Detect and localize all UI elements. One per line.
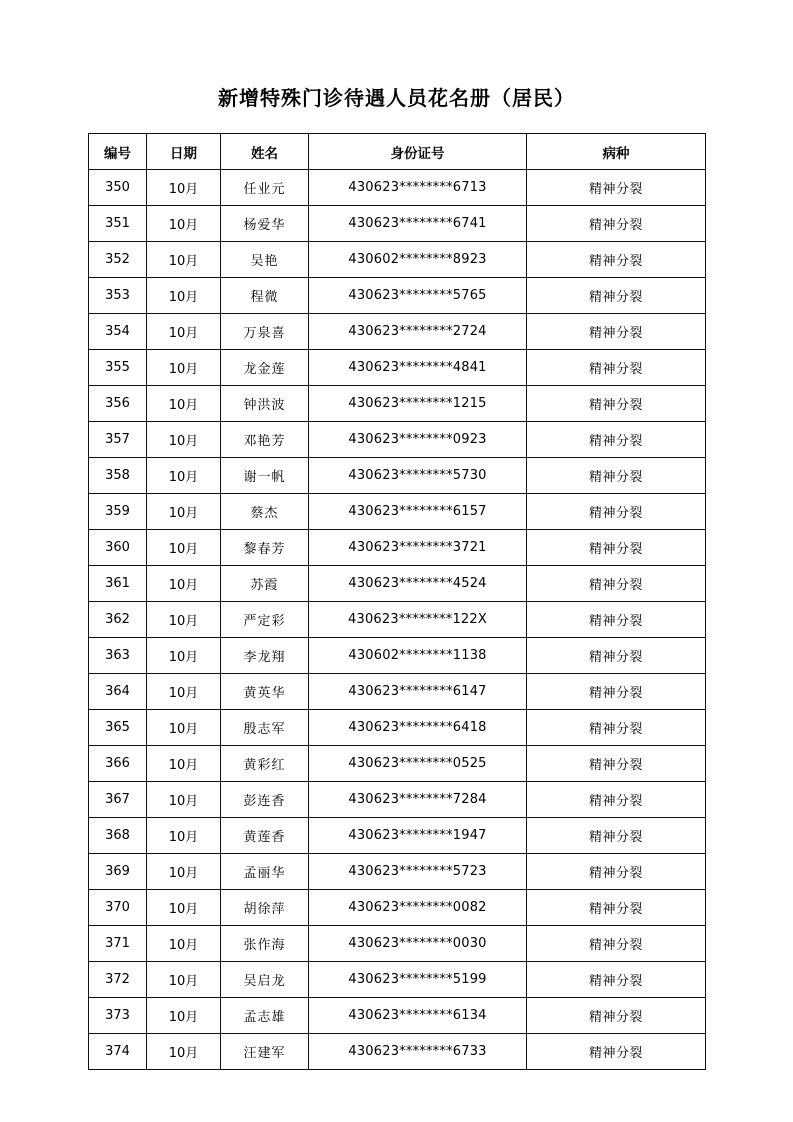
table-row	[89, 926, 706, 962]
cell-date: 10月	[147, 170, 221, 206]
cell-date: 10月	[147, 242, 221, 278]
cell-disease: 精神分裂	[527, 566, 706, 602]
cell-idnumber: 430623********0525	[309, 746, 527, 782]
column-header-idnumber: 身份证号	[309, 134, 527, 170]
cell-name: 杨爱华	[221, 206, 309, 242]
cell-id: 359	[89, 494, 147, 530]
cell-id: 351	[89, 206, 147, 242]
cell-idnumber: 430602********1138	[309, 638, 527, 674]
cell-idnumber: 430623********6418	[309, 710, 527, 746]
cell-disease: 精神分裂	[527, 1034, 706, 1070]
cell-id: 374	[89, 1034, 147, 1070]
table-row	[89, 170, 706, 206]
cell-disease: 精神分裂	[527, 458, 706, 494]
cell-idnumber: 430623********6713	[309, 170, 527, 206]
cell-date: 10月	[147, 458, 221, 494]
cell-date: 10月	[147, 278, 221, 314]
cell-name: 黄莲香	[221, 818, 309, 854]
table-row	[89, 854, 706, 890]
table-row	[89, 998, 706, 1034]
table-row	[89, 422, 706, 458]
cell-name: 万泉喜	[221, 314, 309, 350]
table-row	[89, 674, 706, 710]
cell-idnumber: 430623********6157	[309, 494, 527, 530]
cell-date: 10月	[147, 602, 221, 638]
cell-id: 360	[89, 530, 147, 566]
cell-disease: 精神分裂	[527, 710, 706, 746]
cell-disease: 精神分裂	[527, 818, 706, 854]
cell-date: 10月	[147, 890, 221, 926]
cell-disease: 精神分裂	[527, 350, 706, 386]
cell-date: 10月	[147, 926, 221, 962]
cell-date: 10月	[147, 530, 221, 566]
cell-date: 10月	[147, 638, 221, 674]
cell-disease: 精神分裂	[527, 494, 706, 530]
cell-name: 严定彩	[221, 602, 309, 638]
cell-date: 10月	[147, 998, 221, 1034]
cell-name: 孟丽华	[221, 854, 309, 890]
table-row	[89, 890, 706, 926]
table-row	[89, 782, 706, 818]
cell-date: 10月	[147, 494, 221, 530]
table-row	[89, 1034, 706, 1070]
cell-idnumber: 430602********8923	[309, 242, 527, 278]
cell-name: 胡徐萍	[221, 890, 309, 926]
cell-id: 361	[89, 566, 147, 602]
cell-name: 苏霞	[221, 566, 309, 602]
cell-id: 364	[89, 674, 147, 710]
cell-idnumber: 430623********1215	[309, 386, 527, 422]
cell-id: 371	[89, 926, 147, 962]
cell-id: 355	[89, 350, 147, 386]
cell-disease: 精神分裂	[527, 170, 706, 206]
cell-idnumber: 430623********6134	[309, 998, 527, 1034]
table-row	[89, 386, 706, 422]
cell-id: 363	[89, 638, 147, 674]
cell-id: 354	[89, 314, 147, 350]
cell-disease: 精神分裂	[527, 746, 706, 782]
cell-disease: 精神分裂	[527, 314, 706, 350]
cell-id: 372	[89, 962, 147, 998]
column-header-name: 姓名	[221, 134, 309, 170]
cell-name: 黎春芳	[221, 530, 309, 566]
cell-idnumber: 430623********4841	[309, 350, 527, 386]
cell-date: 10月	[147, 1034, 221, 1070]
cell-name: 蔡杰	[221, 494, 309, 530]
cell-id: 367	[89, 782, 147, 818]
cell-name: 彭连香	[221, 782, 309, 818]
table-row	[89, 962, 706, 998]
cell-disease: 精神分裂	[527, 638, 706, 674]
cell-date: 10月	[147, 674, 221, 710]
cell-disease: 精神分裂	[527, 674, 706, 710]
cell-id: 373	[89, 998, 147, 1034]
cell-id: 356	[89, 386, 147, 422]
cell-name: 谢一帆	[221, 458, 309, 494]
cell-date: 10月	[147, 314, 221, 350]
cell-name: 吴启龙	[221, 962, 309, 998]
cell-disease: 精神分裂	[527, 530, 706, 566]
cell-idnumber: 430623********1947	[309, 818, 527, 854]
cell-date: 10月	[147, 962, 221, 998]
table-row	[89, 566, 706, 602]
cell-id: 362	[89, 602, 147, 638]
table-row	[89, 350, 706, 386]
table-row	[89, 818, 706, 854]
cell-name: 李龙翔	[221, 638, 309, 674]
cell-disease: 精神分裂	[527, 926, 706, 962]
cell-disease: 精神分裂	[527, 386, 706, 422]
cell-date: 10月	[147, 854, 221, 890]
cell-date: 10月	[147, 818, 221, 854]
cell-idnumber: 430623********6733	[309, 1034, 527, 1070]
cell-idnumber: 430623********6147	[309, 674, 527, 710]
cell-id: 366	[89, 746, 147, 782]
cell-name: 汪建军	[221, 1034, 309, 1070]
cell-idnumber: 430623********6741	[309, 206, 527, 242]
table-header-row	[89, 134, 706, 170]
cell-date: 10月	[147, 386, 221, 422]
cell-id: 365	[89, 710, 147, 746]
cell-disease: 精神分裂	[527, 890, 706, 926]
cell-id: 369	[89, 854, 147, 890]
cell-disease: 精神分裂	[527, 602, 706, 638]
cell-disease: 精神分裂	[527, 242, 706, 278]
cell-name: 吴艳	[221, 242, 309, 278]
cell-id: 368	[89, 818, 147, 854]
cell-idnumber: 430623********5765	[309, 278, 527, 314]
cell-name: 黄彩红	[221, 746, 309, 782]
cell-name: 黄英华	[221, 674, 309, 710]
cell-date: 10月	[147, 710, 221, 746]
cell-name: 程微	[221, 278, 309, 314]
cell-idnumber: 430623********0082	[309, 890, 527, 926]
table-row	[89, 494, 706, 530]
cell-idnumber: 430623********7284	[309, 782, 527, 818]
cell-idnumber: 430623********5730	[309, 458, 527, 494]
cell-date: 10月	[147, 782, 221, 818]
cell-date: 10月	[147, 206, 221, 242]
cell-idnumber: 430623********0923	[309, 422, 527, 458]
table-row	[89, 602, 706, 638]
table-row	[89, 206, 706, 242]
table-row	[89, 638, 706, 674]
cell-date: 10月	[147, 566, 221, 602]
cell-date: 10月	[147, 422, 221, 458]
table-row	[89, 746, 706, 782]
cell-disease: 精神分裂	[527, 854, 706, 890]
table-body	[89, 170, 706, 1070]
column-header-date: 日期	[147, 134, 221, 170]
cell-id: 352	[89, 242, 147, 278]
table-row	[89, 458, 706, 494]
cell-idnumber: 430623********2724	[309, 314, 527, 350]
cell-id: 350	[89, 170, 147, 206]
cell-date: 10月	[147, 746, 221, 782]
table-row	[89, 530, 706, 566]
cell-disease: 精神分裂	[527, 998, 706, 1034]
roster-table	[88, 133, 706, 1070]
cell-idnumber: 430623********122X	[309, 602, 527, 638]
column-header-disease: 病种	[527, 134, 706, 170]
page-title: 新增特殊门诊待遇人员花名册（居民）	[218, 86, 575, 110]
cell-disease: 精神分裂	[527, 278, 706, 314]
cell-idnumber: 430623********4524	[309, 566, 527, 602]
cell-idnumber: 430623********0030	[309, 926, 527, 962]
table-row	[89, 710, 706, 746]
cell-name: 任业元	[221, 170, 309, 206]
column-header-id: 编号	[89, 134, 147, 170]
cell-disease: 精神分裂	[527, 206, 706, 242]
table-row	[89, 278, 706, 314]
table-row	[89, 314, 706, 350]
cell-disease: 精神分裂	[527, 782, 706, 818]
table-row	[89, 242, 706, 278]
cell-disease: 精神分裂	[527, 962, 706, 998]
cell-id: 370	[89, 890, 147, 926]
cell-id: 358	[89, 458, 147, 494]
cell-date: 10月	[147, 350, 221, 386]
cell-name: 孟志雄	[221, 998, 309, 1034]
cell-name: 钟洪波	[221, 386, 309, 422]
cell-idnumber: 430623********5199	[309, 962, 527, 998]
cell-name: 殷志军	[221, 710, 309, 746]
cell-idnumber: 430623********5723	[309, 854, 527, 890]
cell-name: 龙金莲	[221, 350, 309, 386]
cell-id: 357	[89, 422, 147, 458]
cell-name: 张作海	[221, 926, 309, 962]
cell-id: 353	[89, 278, 147, 314]
cell-idnumber: 430623********3721	[309, 530, 527, 566]
cell-disease: 精神分裂	[527, 422, 706, 458]
cell-name: 邓艳芳	[221, 422, 309, 458]
